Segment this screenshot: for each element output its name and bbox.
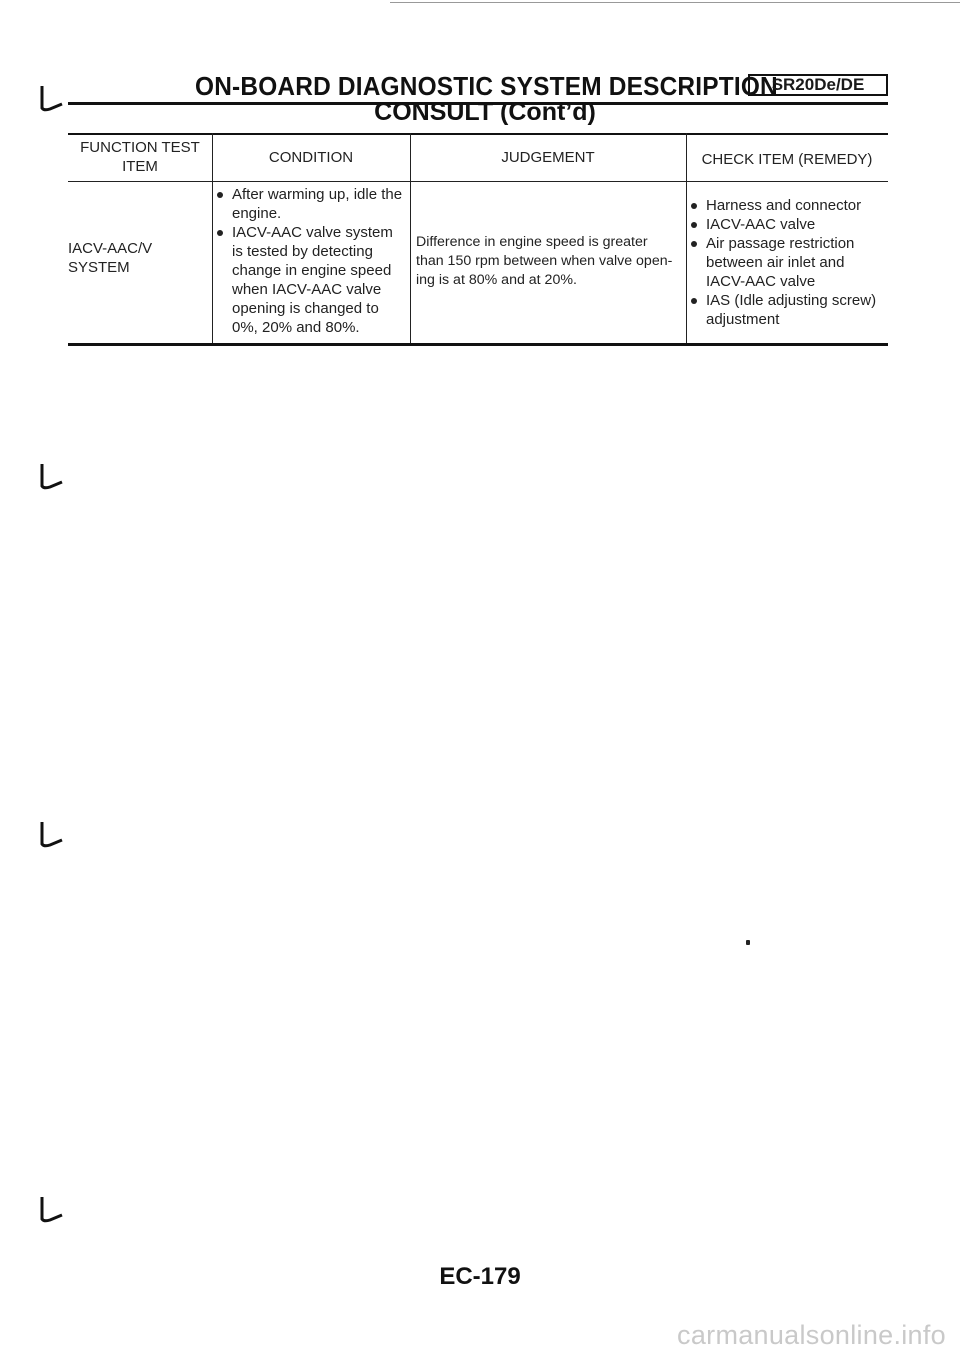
binder-hole-mark-icon — [36, 1195, 66, 1225]
page-subtitle: CONSULT (Cont’d) — [374, 98, 596, 126]
watermark-text: carmanualsonline.info — [677, 1320, 946, 1350]
column-header-check-item: CHECK ITEM (REMEDY) — [701, 151, 873, 168]
scan-top-edge-rule — [390, 2, 960, 3]
section-title: ON-BOARD DIAGNOSTIC SYSTEM DESCRIPTION — [195, 70, 778, 101]
check-item-bullet: Harness and connector — [688, 196, 888, 215]
function-test-table — [68, 133, 888, 345]
check-item-cell — [688, 196, 888, 329]
condition-bullet: IACV-AAC valve system is tested by detecting change in engine speed when IACV-AAC valve opening is changed to 0%, 20% and 80%. — [214, 223, 410, 337]
column-header-condition: CONDITION — [268, 149, 354, 166]
condition-bullet: After warming up, idle the engine. — [214, 185, 410, 223]
table-bottom-border — [68, 343, 888, 346]
header-divider — [68, 181, 888, 182]
binder-hole-mark-icon — [36, 84, 66, 114]
page-number: EC-179 — [439, 1263, 521, 1290]
scan-speck-mark — [746, 940, 750, 945]
binder-hole-mark-icon — [36, 462, 66, 492]
judgement-cell: Difference in engine speed is greater than 150 rpm between when valve open- ing is at 80% and at 20%. — [416, 234, 673, 288]
check-item-bullet: IACV-AAC valve — [688, 215, 888, 234]
condition-cell — [214, 185, 410, 337]
function-test-item-cell: IACV-AAC/V SYSTEM — [68, 240, 153, 276]
engine-model-badge: SR20De/DE — [748, 74, 888, 96]
check-item-bullet: IAS (Idle adjusting screw) adjustment — [688, 291, 888, 329]
column-header-judgement: JUDGEMENT — [501, 149, 595, 166]
binder-hole-mark-icon — [36, 820, 66, 850]
check-item-bullet: Air passage restriction between air inlet and IACV-AAC valve — [688, 234, 888, 291]
column-header-function-test-item: FUNCTION TEST ITEM — [80, 139, 200, 175]
